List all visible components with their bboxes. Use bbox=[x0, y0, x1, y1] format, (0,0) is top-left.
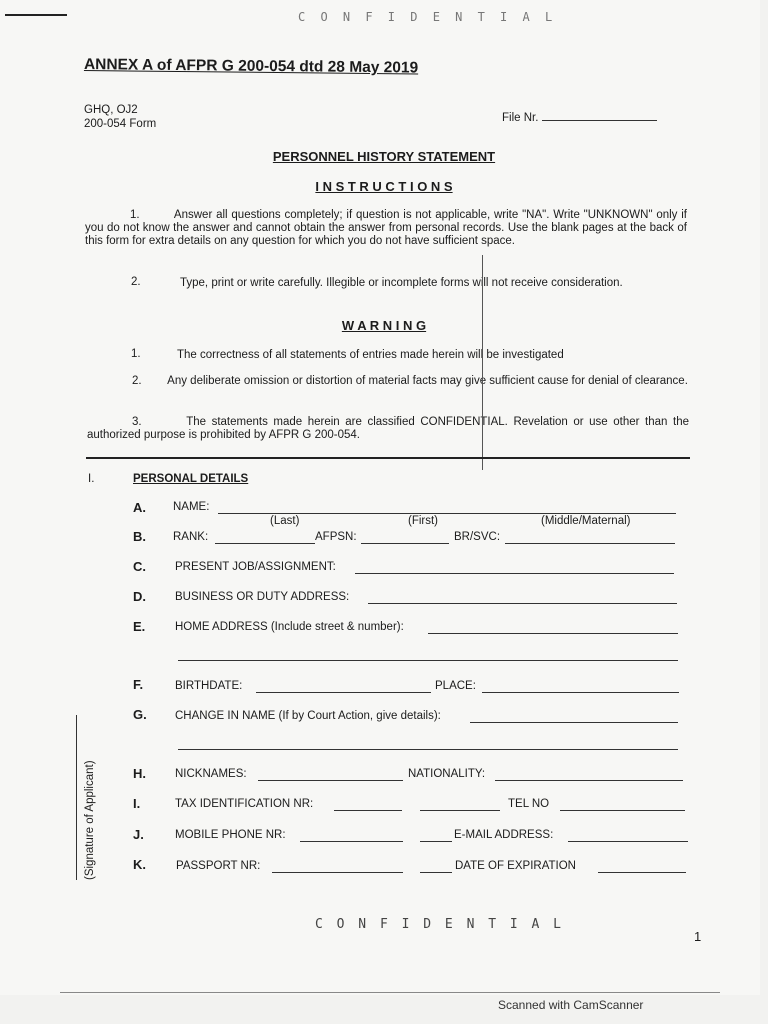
change-name-field-2[interactable] bbox=[178, 749, 678, 750]
tax-id-field-2[interactable] bbox=[420, 810, 500, 811]
top-stamp: C O N F I D E N T I A L bbox=[298, 10, 557, 24]
footer-classification: C O N F I D E N T I A L bbox=[315, 917, 565, 932]
expiration-field[interactable] bbox=[598, 872, 686, 873]
rank-field[interactable] bbox=[215, 543, 315, 544]
present-job-label: PRESENT JOB/ASSIGNMENT: bbox=[175, 561, 336, 573]
place-field[interactable] bbox=[482, 692, 679, 693]
change-name-field[interactable] bbox=[470, 722, 678, 723]
form-label: 200-054 Form bbox=[84, 118, 157, 130]
brsvc-label: BR/SVC: bbox=[454, 531, 501, 543]
birthdate-label: BIRTHDATE: bbox=[175, 680, 243, 692]
instruction-2-text: Type, print or write carefully. Illegible or incomplete forms will not receive consideration. bbox=[180, 277, 623, 289]
email-field[interactable] bbox=[568, 841, 688, 842]
office-label: GHQ, OJ2 bbox=[84, 104, 138, 116]
signature-line[interactable] bbox=[76, 715, 77, 880]
page-number: 1 bbox=[694, 929, 702, 944]
name-sub-first: (First) bbox=[408, 515, 439, 527]
passport-field[interactable] bbox=[272, 872, 403, 873]
name-sub-middle: (Middle/Maternal) bbox=[541, 515, 631, 527]
field-b-letter: B. bbox=[133, 529, 146, 544]
field-e-letter: E. bbox=[133, 619, 146, 634]
field-k-letter: K. bbox=[133, 857, 146, 872]
brsvc-field[interactable] bbox=[505, 543, 675, 544]
file-nr-label: File Nr. bbox=[502, 110, 657, 124]
section-title: PERSONAL DETAILS bbox=[133, 473, 249, 485]
home-address-field-2[interactable] bbox=[178, 660, 678, 661]
tax-id-field[interactable] bbox=[334, 810, 402, 811]
duty-address-label: BUSINESS OR DUTY ADDRESS: bbox=[175, 591, 350, 603]
birthdate-field[interactable] bbox=[256, 692, 431, 693]
field-d-letter: D. bbox=[133, 589, 146, 604]
field-h-letter: H. bbox=[133, 766, 146, 781]
corner-mark bbox=[5, 14, 67, 16]
warning-2: 2. Any deliberate omission or distortion of material facts may give sufficient cause for denial of clearance. bbox=[132, 375, 688, 387]
afpsn-field[interactable] bbox=[361, 543, 449, 544]
annex-title: ANNEX A of AFPR G 200-054 dtd 28 May 2019 bbox=[83, 56, 419, 77]
field-f-letter: F. bbox=[133, 677, 144, 692]
field-g-letter: G. bbox=[133, 707, 147, 722]
mobile-field[interactable] bbox=[300, 841, 403, 842]
page-edge bbox=[60, 992, 720, 993]
afpsn-label: AFPSN: bbox=[315, 531, 357, 543]
nicknames-field[interactable] bbox=[258, 780, 403, 781]
tel-no-label: TEL NO bbox=[508, 798, 550, 810]
nationality-label: NATIONALITY: bbox=[408, 768, 486, 780]
duty-address-field[interactable] bbox=[368, 603, 677, 604]
mobile-field-2[interactable] bbox=[420, 841, 452, 842]
home-address-label: HOME ADDRESS (Include street & number): bbox=[175, 621, 404, 633]
change-name-label: CHANGE IN NAME (If by Court Action, give details): bbox=[175, 710, 441, 722]
tel-no-field[interactable] bbox=[560, 810, 685, 811]
name-sub-last: (Last) bbox=[270, 515, 300, 527]
field-i-letter: I. bbox=[133, 796, 141, 811]
email-label: E-MAIL ADDRESS: bbox=[454, 829, 554, 841]
warning-heading: W A R N I N G bbox=[341, 318, 427, 333]
field-a-letter: A. bbox=[133, 500, 146, 515]
home-address-field[interactable] bbox=[428, 633, 678, 634]
rank-label: RANK: bbox=[173, 531, 209, 543]
instruction-1: 1. Answer all questions completely; if question is not applicable, write "NA". Write "UNKNOWN" only if you do not know the answer and cannot obtain the answer from personal records. Use the blank pages at the back of this form for extra details on any question for which you do not have sufficient space. bbox=[85, 209, 687, 247]
passport-label: PASSPORT NR: bbox=[176, 860, 261, 872]
nicknames-label: NICKNAMES: bbox=[175, 768, 247, 780]
form-title: PERSONNEL HISTORY STATEMENT bbox=[272, 149, 496, 164]
tax-id-label: TAX IDENTIFICATION NR: bbox=[175, 798, 314, 810]
passport-field-2[interactable] bbox=[420, 872, 452, 873]
expiration-label: DATE OF EXPIRATION bbox=[455, 860, 576, 872]
warning-3: 3. The statements made herein are classified CONFIDENTIAL. Revelation or use other than the authorized purpose is prohibited by AFPR G 200-054. bbox=[87, 416, 690, 441]
scan-fold-line bbox=[482, 255, 483, 470]
section-number: I. bbox=[88, 473, 95, 485]
name-field[interactable] bbox=[218, 513, 676, 514]
field-j-letter: J. bbox=[133, 827, 144, 842]
name-label: NAME: bbox=[173, 501, 210, 513]
instruction-2-num: 2. bbox=[131, 276, 141, 288]
place-label: PLACE: bbox=[435, 680, 476, 692]
scanner-watermark: Scanned with CamScanner bbox=[498, 998, 644, 1012]
warning-1-num: 1. bbox=[131, 348, 141, 360]
present-job-field[interactable] bbox=[355, 573, 674, 574]
file-nr-field[interactable] bbox=[542, 110, 657, 121]
instructions-heading: I N S T R U C T I O N S bbox=[315, 179, 453, 194]
warning-1-text: The correctness of all statements of entries made herein will be investigated bbox=[177, 349, 564, 361]
signature-label: (Signature of Applicant) bbox=[84, 760, 96, 880]
field-c-letter: C. bbox=[133, 559, 146, 574]
section-divider bbox=[86, 457, 690, 459]
nationality-field[interactable] bbox=[495, 780, 683, 781]
mobile-label: MOBILE PHONE NR: bbox=[175, 829, 286, 841]
